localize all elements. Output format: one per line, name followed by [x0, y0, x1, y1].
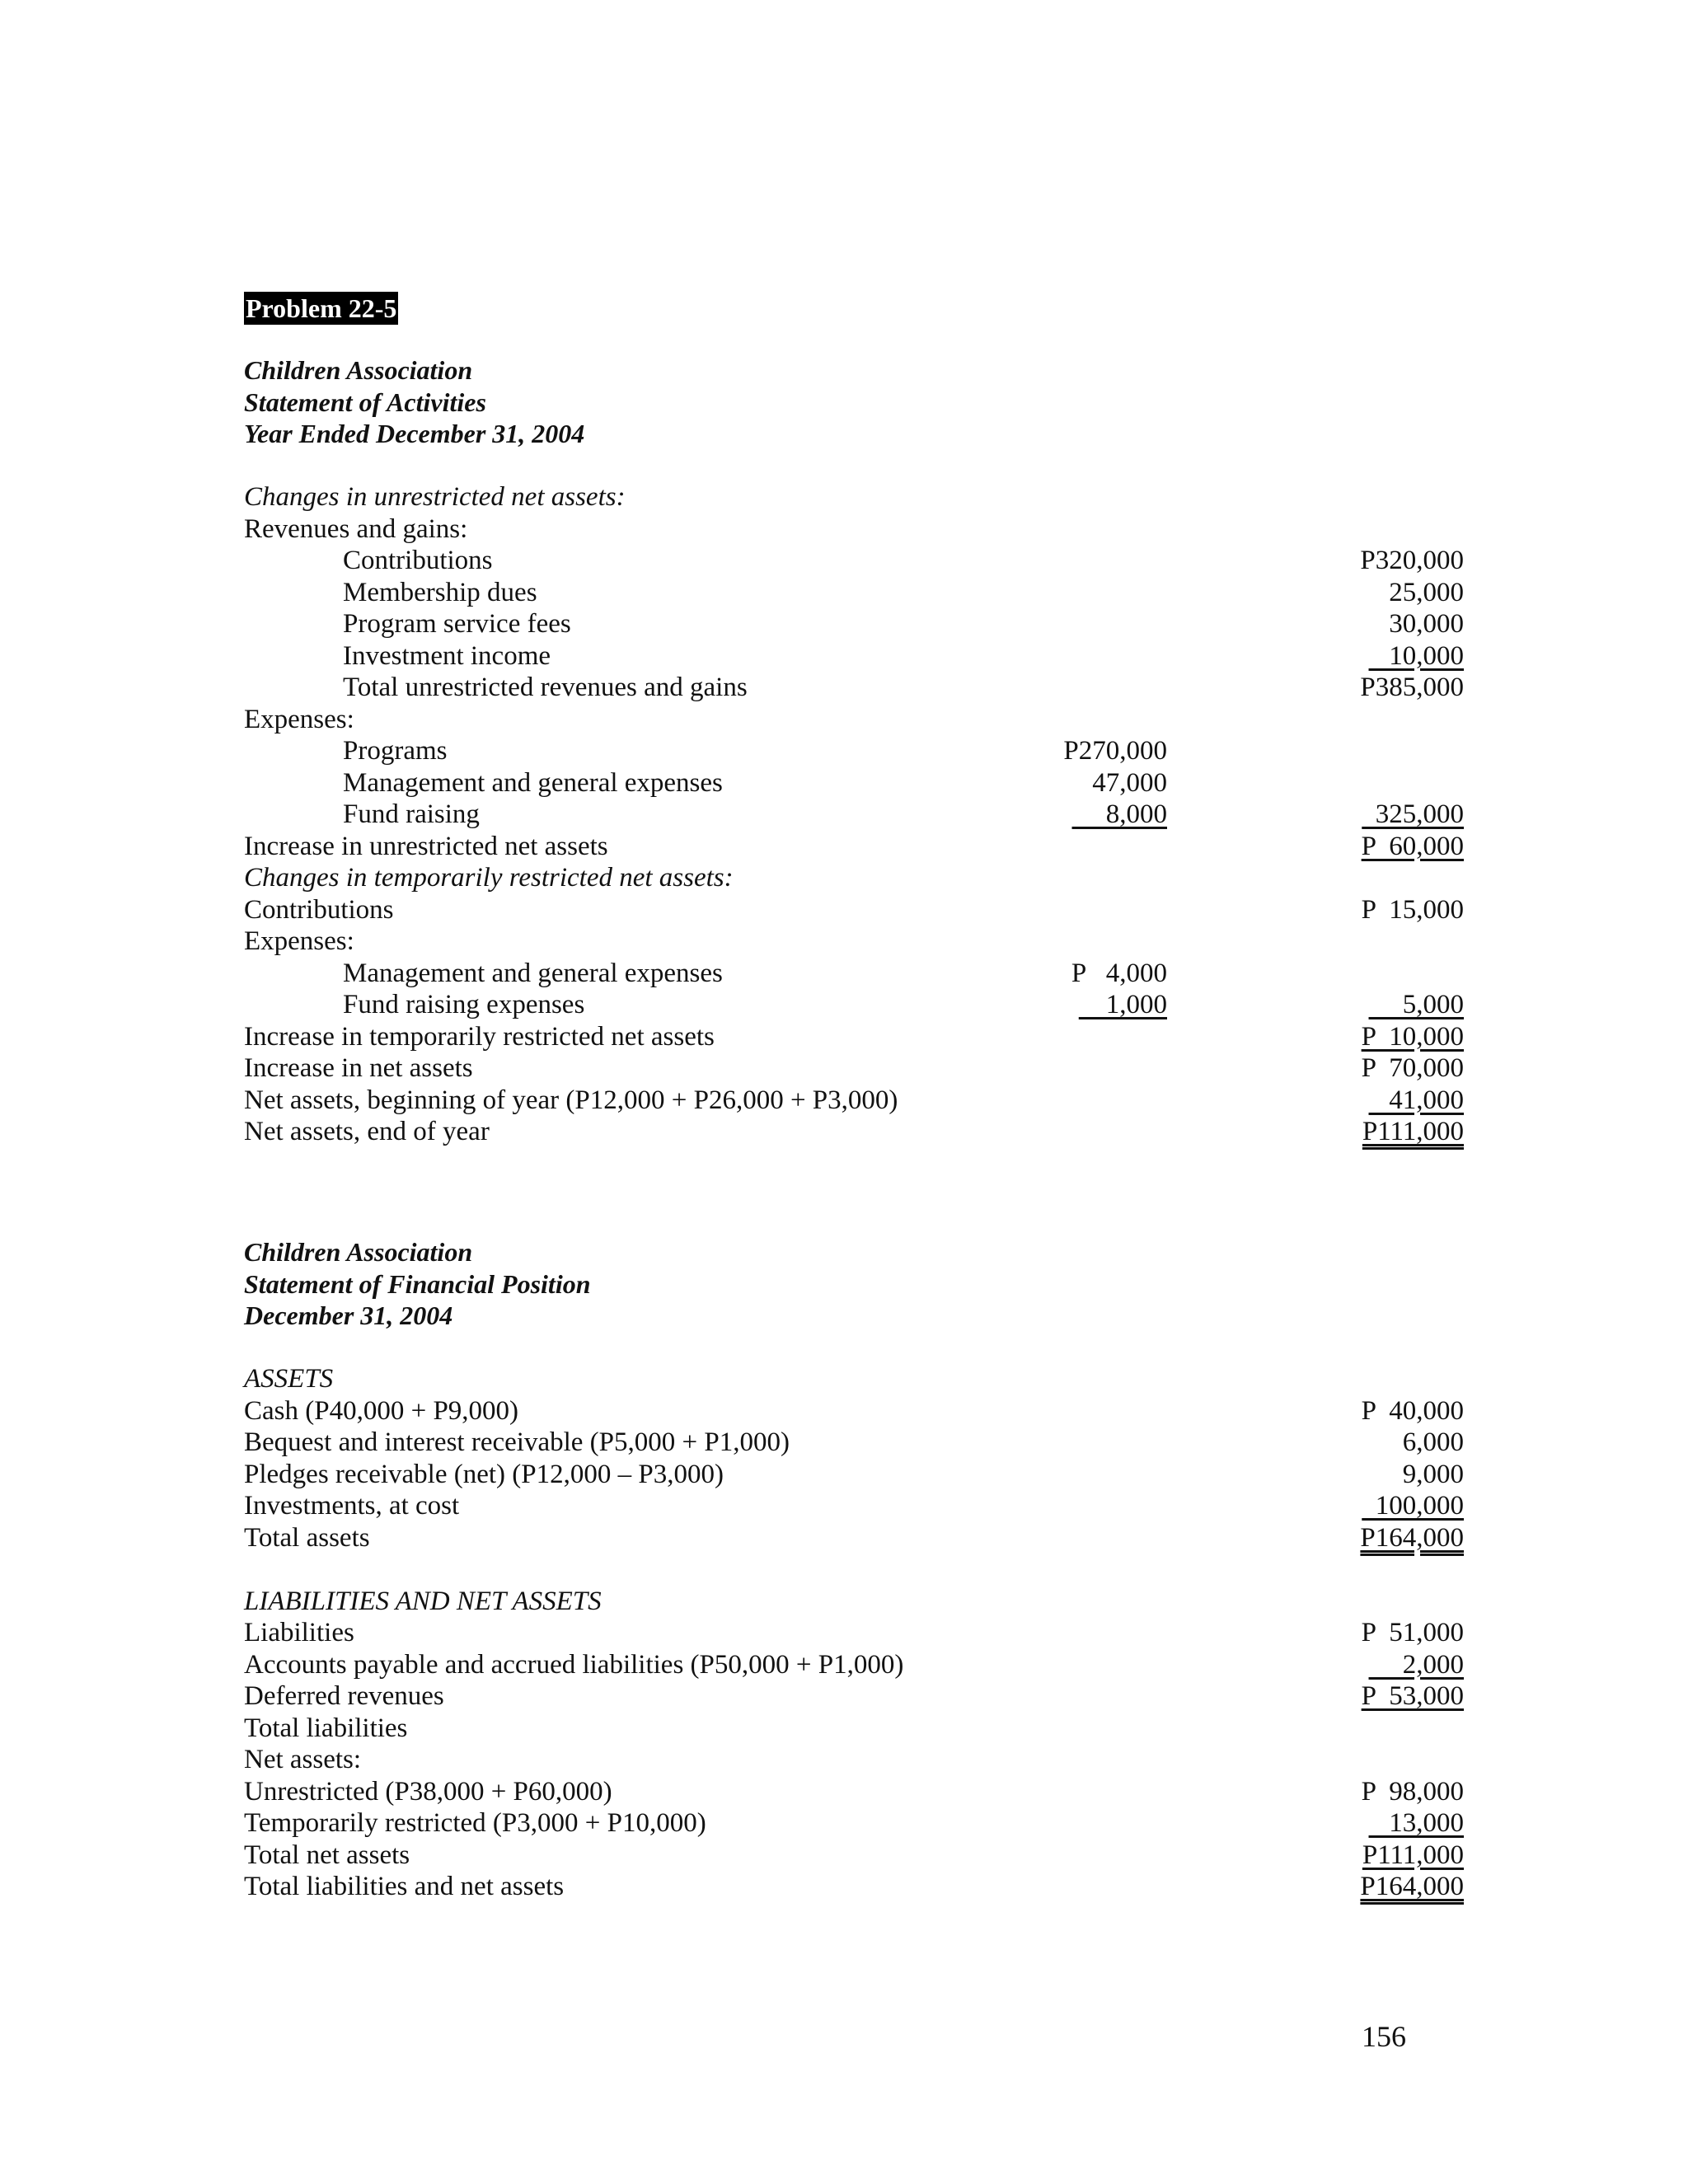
statement-row	[244, 1680, 1464, 1713]
statement-row	[244, 608, 1464, 640]
row-label: Increase in unrestricted net assets	[244, 831, 608, 861]
statement-rows	[244, 450, 1464, 1148]
statement-row	[244, 1427, 1464, 1459]
spacer	[244, 450, 1348, 482]
statement-row	[244, 1713, 1348, 1745]
amount-column-2: P385,000	[1360, 673, 1464, 702]
statement-row	[244, 481, 1348, 513]
row-label: Net assets, beginning of year (P12,000 + P26,000 + P3,000)	[244, 1085, 898, 1115]
statement-row	[244, 1363, 1348, 1395]
statement-title-line: Statement of Activities	[244, 387, 486, 417]
spacer	[244, 1332, 1348, 1364]
statement-row	[244, 672, 1464, 704]
statement-row	[244, 1617, 1464, 1649]
statement-row	[244, 735, 1348, 767]
amount-column-1: P270,000	[1063, 736, 1167, 766]
statement-row	[244, 1871, 1464, 1903]
row-label: ASSETS	[244, 1364, 334, 1394]
statement-row	[244, 1776, 1464, 1808]
statement-title-line: Year Ended December 31, 2004	[244, 419, 585, 448]
problem-label: Problem 22-5	[246, 293, 397, 323]
row-label: Total net assets	[244, 1840, 410, 1870]
statement-row	[244, 799, 1464, 831]
row-label: Total liabilities and net assets	[244, 1872, 565, 1901]
amount-column-2: 6,000	[1402, 1427, 1464, 1457]
statement-row	[244, 1490, 1464, 1522]
row-label: Increase in net assets	[244, 1053, 473, 1083]
statement-row	[244, 926, 1348, 958]
amount-column-2: 13,000	[1368, 1808, 1464, 1838]
statement-title-line: Children Association	[244, 355, 473, 385]
statement-row	[244, 894, 1464, 926]
row-label: Accounts payable and accrued liabilities (P50,000 + P1,000)	[244, 1649, 904, 1680]
statement-rows	[244, 1332, 1464, 1903]
amount-column-2: P 10,000	[1361, 1021, 1464, 1052]
statement-row	[244, 640, 1464, 673]
statement-row	[244, 958, 1348, 990]
amount-column-2: P 70,000	[1361, 1053, 1464, 1083]
row-label: Total unrestricted revenues and gains	[343, 673, 748, 702]
row-label: Investments, at cost	[244, 1491, 460, 1521]
row-label: Investment income	[343, 640, 551, 671]
row-label: Total assets	[244, 1522, 370, 1553]
statement-row	[244, 545, 1464, 577]
statement-row	[244, 577, 1464, 609]
amount-column-2: 10,000	[1368, 640, 1464, 671]
row-label: Membership dues	[343, 577, 537, 607]
amount-column-2: P 53,000	[1361, 1681, 1464, 1711]
amount-column-2: 325,000	[1362, 799, 1464, 829]
amount-column-2: 2,000	[1368, 1649, 1464, 1680]
statement-row	[244, 1459, 1464, 1491]
row-label: Changes in unrestricted net assets:	[244, 482, 626, 512]
amount-column-2: P164,000	[1360, 1522, 1464, 1553]
amount-column-2: P 98,000	[1361, 1776, 1464, 1807]
statement-row	[244, 1807, 1464, 1840]
row-label: Expenses:	[244, 704, 354, 734]
statement-row	[244, 1052, 1464, 1085]
statement-row	[244, 1021, 1464, 1053]
statement-row	[244, 1744, 1348, 1776]
row-label: Net assets, end of year	[244, 1117, 490, 1146]
statement-of-financial-position	[244, 1236, 1464, 1903]
amount-column-2: P111,000	[1362, 1117, 1464, 1146]
statement-title-line: Children Association	[244, 1237, 473, 1267]
statement-row	[244, 1840, 1464, 1872]
amount-column-2: P320,000	[1360, 546, 1464, 575]
row-label: Expenses:	[244, 926, 354, 956]
row-label: Temporarily restricted (P3,000 + P10,000)	[244, 1808, 706, 1838]
row-label: Pledges receivable (net) (P12,000 – P3,000)	[244, 1459, 724, 1489]
row-label: Liabilities	[244, 1618, 354, 1647]
row-label: Net assets:	[244, 1745, 362, 1774]
statement-title-line: December 31, 2004	[244, 1301, 453, 1330]
row-label: LIABILITIES AND NET ASSETS	[244, 1586, 602, 1616]
row-label: Bequest and interest receivable (P5,000 + P1,000)	[244, 1427, 790, 1457]
amount-column-2: P164,000	[1360, 1872, 1464, 1901]
page-number: 156	[1362, 2020, 1406, 2053]
statement-row	[244, 513, 1348, 546]
row-label: Management and general expenses	[343, 958, 723, 988]
amount-column-2: 5,000	[1368, 990, 1464, 1019]
row-label: Revenues and gains:	[244, 513, 468, 544]
row-label: Management and general expenses	[343, 767, 723, 798]
statement-row	[244, 831, 1464, 863]
row-label: Contributions	[343, 546, 493, 575]
amount-column-1: 47,000	[1092, 767, 1167, 798]
amount-column-1: P 4,000	[1071, 958, 1167, 988]
amount-column-2: P 40,000	[1361, 1395, 1464, 1426]
statement-title-line: Statement of Financial Position	[244, 1268, 591, 1299]
row-label: Program service fees	[343, 609, 571, 639]
amount-column-2: 30,000	[1389, 609, 1464, 639]
amount-column-2: P 51,000	[1361, 1618, 1464, 1647]
statement-row	[244, 1649, 1464, 1681]
statement-row	[244, 1586, 1348, 1618]
statement-row	[244, 1085, 1464, 1117]
amount-column-2: 9,000	[1402, 1459, 1464, 1489]
row-label: Increase in temporarily restricted net assets	[244, 1021, 715, 1052]
amount-column-2: 100,000	[1362, 1491, 1464, 1521]
amount-column-1: 1,000	[1078, 990, 1167, 1019]
row-label: Programs	[343, 736, 448, 766]
amount-column-2: P111,000	[1362, 1840, 1464, 1870]
statement-row	[244, 1116, 1464, 1148]
spacer	[244, 1554, 1348, 1586]
statement-of-activities	[244, 354, 1464, 1148]
statement-row	[244, 989, 1464, 1021]
amount-column-2: P 15,000	[1361, 894, 1464, 925]
amount-column-1: 8,000	[1071, 799, 1167, 829]
row-label: Fund raising expenses	[343, 990, 585, 1019]
row-label: Fund raising	[343, 799, 480, 829]
row-label: Total liabilities	[244, 1713, 408, 1743]
statement-row	[244, 1395, 1464, 1427]
statement-row	[244, 862, 1348, 894]
amount-column-2: P 60,000	[1361, 831, 1464, 861]
amount-column-2: 25,000	[1389, 577, 1464, 607]
amount-column-2: 41,000	[1368, 1085, 1464, 1115]
statement-row	[244, 704, 1348, 736]
row-label: Deferred revenues	[244, 1681, 444, 1711]
statement-row	[244, 767, 1348, 799]
row-label: Changes in temporarily restricted net assets:	[244, 863, 734, 893]
statement-row	[244, 1522, 1464, 1554]
row-label: Unrestricted (P38,000 + P60,000)	[244, 1776, 612, 1807]
row-label: Contributions	[244, 894, 394, 925]
row-label: Cash (P40,000 + P9,000)	[244, 1395, 519, 1426]
